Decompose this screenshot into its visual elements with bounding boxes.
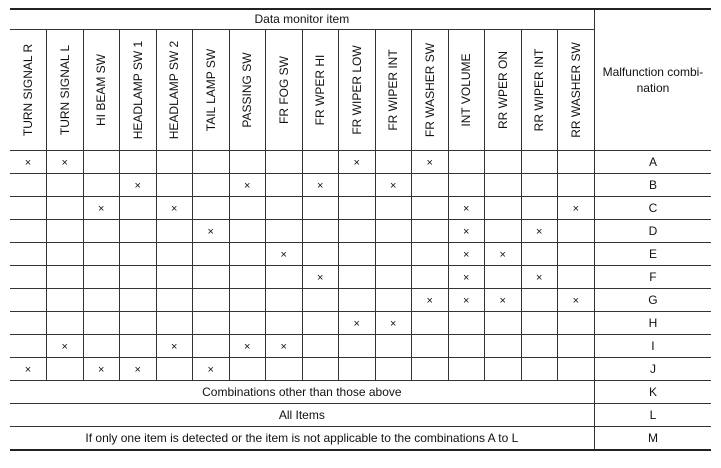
cross-mark: × — [463, 202, 470, 215]
table-cell — [156, 311, 193, 334]
table-cell — [375, 334, 412, 357]
table-cell — [266, 196, 303, 219]
table-cell — [120, 150, 157, 173]
malfunction-combination-label: Malfunction combi-nation — [602, 64, 704, 95]
table-cell — [558, 357, 595, 380]
cross-mark: × — [390, 179, 397, 192]
table-cell — [120, 334, 157, 357]
table-cell — [521, 196, 558, 219]
column-header — [83, 29, 120, 150]
cross-mark: × — [280, 248, 287, 261]
table-cell — [339, 173, 376, 196]
table-cell — [558, 150, 595, 173]
column-header — [156, 29, 193, 150]
table-cell — [302, 219, 339, 242]
table-cell — [521, 150, 558, 173]
table-cell — [412, 219, 449, 242]
table-cell — [266, 265, 303, 288]
table-cell — [448, 196, 485, 219]
combination-letter: K — [594, 380, 711, 403]
column-header — [302, 29, 339, 150]
cross-mark: × — [463, 248, 470, 261]
table-cell — [485, 173, 522, 196]
table-cell — [193, 311, 230, 334]
cross-mark: × — [426, 156, 433, 169]
table-cell — [339, 357, 376, 380]
table-row — [10, 334, 711, 357]
cross-mark: × — [134, 179, 141, 192]
table-cell — [485, 357, 522, 380]
cross-mark: × — [24, 156, 32, 169]
table-cell — [558, 242, 595, 265]
table-cell — [266, 288, 303, 311]
table-cell — [229, 311, 266, 334]
table-cell — [47, 219, 84, 242]
cross-mark: × — [536, 271, 543, 284]
table-cell — [156, 334, 193, 357]
table-cell — [229, 242, 266, 265]
column-header-label: FR WIPER LOW — [349, 44, 364, 135]
combination-letter: H — [594, 311, 711, 334]
column-header — [47, 29, 84, 150]
combination-letter: M — [594, 426, 711, 450]
table-cell — [448, 311, 485, 334]
combination-letter: L — [594, 403, 711, 426]
table-cell — [375, 357, 412, 380]
table-cell — [375, 196, 412, 219]
table-cell — [302, 242, 339, 265]
table-row — [10, 173, 711, 196]
table-cell — [412, 242, 449, 265]
table-cell — [156, 219, 193, 242]
combination-letter: D — [594, 219, 711, 242]
column-header — [10, 29, 47, 150]
table-cell — [229, 265, 266, 288]
table-cell — [83, 173, 120, 196]
table-cell — [120, 173, 157, 196]
cross-mark: × — [572, 294, 580, 307]
column-header-label: HEADLAMP SW 2 — [167, 40, 182, 139]
column-header — [521, 29, 558, 150]
table-cell — [521, 357, 558, 380]
combination-letter: G — [594, 288, 711, 311]
table-cell — [120, 265, 157, 288]
table-cell — [302, 311, 339, 334]
table-cell — [229, 357, 266, 380]
table-cell — [558, 288, 595, 311]
table-cell — [339, 242, 376, 265]
table-cell — [339, 196, 376, 219]
table-cell — [193, 173, 230, 196]
combination-letter: A — [594, 150, 711, 173]
table-cell — [83, 311, 120, 334]
table-cell — [375, 173, 412, 196]
table-cell — [339, 311, 376, 334]
table-cell — [10, 173, 47, 196]
table-row — [10, 219, 711, 242]
cross-mark: × — [463, 225, 470, 238]
cross-mark: × — [61, 340, 68, 353]
table-cell — [375, 219, 412, 242]
table-cell — [229, 288, 266, 311]
column-header — [266, 29, 303, 150]
cross-mark: × — [390, 317, 397, 330]
table-cell — [485, 311, 522, 334]
table-cell — [558, 311, 595, 334]
malfunction-combination-header — [594, 9, 711, 150]
table-cell — [485, 242, 522, 265]
table-cell — [266, 357, 303, 380]
cross-mark: × — [499, 248, 506, 261]
table-row — [10, 242, 711, 265]
table-cell — [10, 311, 47, 334]
combination-description: All Items — [10, 403, 594, 426]
cross-mark: × — [207, 363, 214, 376]
combination-letter: F — [594, 265, 711, 288]
column-header-label: HEADLAMP SW 1 — [130, 40, 145, 139]
combination-letter: E — [594, 242, 711, 265]
column-header — [193, 29, 230, 150]
column-header — [339, 29, 376, 150]
table-cell — [47, 150, 84, 173]
table-cell — [47, 288, 84, 311]
table-cell — [229, 334, 266, 357]
table-cell — [10, 196, 47, 219]
table-cell — [156, 242, 193, 265]
cross-mark: × — [536, 225, 543, 238]
combination-letter: B — [594, 173, 711, 196]
cross-mark: × — [134, 363, 141, 376]
table-row — [10, 426, 711, 450]
column-header-label: RR WIPER INT — [532, 48, 547, 131]
table-cell — [156, 173, 193, 196]
table-cell — [302, 357, 339, 380]
table-cell — [47, 242, 84, 265]
table-cell — [10, 265, 47, 288]
table-cell — [302, 265, 339, 288]
cross-mark: × — [207, 225, 214, 238]
table-cell — [375, 311, 412, 334]
table-cell — [339, 265, 376, 288]
table-cell — [521, 334, 558, 357]
table-cell — [10, 150, 47, 173]
table-cell — [412, 173, 449, 196]
table-cell — [120, 196, 157, 219]
table-cell — [485, 334, 522, 357]
column-header — [375, 29, 412, 150]
table-cell — [412, 288, 449, 311]
cross-mark: × — [426, 294, 433, 307]
table-cell — [156, 357, 193, 380]
table-cell — [10, 334, 47, 357]
cross-mark: × — [61, 156, 68, 169]
table-cell — [193, 150, 230, 173]
table-cell — [193, 334, 230, 357]
table-cell — [83, 150, 120, 173]
combination-description: Combinations other than those above — [10, 380, 594, 403]
table-cell — [47, 357, 84, 380]
table-cell — [120, 219, 157, 242]
table-cell — [120, 288, 157, 311]
column-header-label: PASSING SW — [240, 51, 255, 128]
table-cell — [302, 288, 339, 311]
combination-letter: C — [594, 196, 711, 219]
table-row — [10, 265, 711, 288]
table-cell — [485, 265, 522, 288]
table-cell — [448, 150, 485, 173]
table-cell — [412, 357, 449, 380]
table-cell — [485, 196, 522, 219]
table-cell — [193, 242, 230, 265]
table-cell — [521, 242, 558, 265]
column-header — [229, 29, 266, 150]
table-cell — [83, 357, 120, 380]
table-cell — [193, 288, 230, 311]
table-cell — [448, 288, 485, 311]
table-cell — [558, 265, 595, 288]
table-cell — [266, 311, 303, 334]
table-cell — [339, 288, 376, 311]
table-cell — [47, 311, 84, 334]
table-cell — [448, 219, 485, 242]
table-cell — [521, 219, 558, 242]
table-cell — [120, 311, 157, 334]
column-header — [120, 29, 157, 150]
table-cell — [412, 196, 449, 219]
table-cell — [448, 173, 485, 196]
column-header-label: TURN SIGNAL L — [57, 44, 72, 135]
column-header-label: FR WPER HI — [313, 54, 328, 125]
table-cell — [266, 219, 303, 242]
table-cell — [521, 288, 558, 311]
table-cell — [412, 334, 449, 357]
cross-mark: × — [171, 202, 178, 215]
cross-mark: × — [572, 202, 580, 215]
table-cell — [47, 334, 84, 357]
table-row — [10, 150, 711, 173]
table-cell — [521, 265, 558, 288]
column-header-label: FR FOG SW — [276, 55, 291, 124]
table-cell — [156, 265, 193, 288]
column-header — [558, 29, 595, 150]
cross-mark: × — [98, 363, 105, 376]
table-cell — [83, 242, 120, 265]
column-header-label: TURN SIGNAL R — [21, 43, 35, 136]
data-monitor-item-header: Data monitor item — [10, 9, 594, 29]
table-cell — [558, 219, 595, 242]
cross-mark: × — [98, 202, 105, 215]
table-cell — [193, 196, 230, 219]
cross-mark: × — [499, 294, 506, 307]
table-cell — [302, 173, 339, 196]
table-cell — [229, 219, 266, 242]
column-header-label: FR WASHER SW — [422, 42, 437, 137]
table-cell — [412, 265, 449, 288]
cross-mark: × — [317, 179, 324, 192]
table-cell — [10, 242, 47, 265]
table-cell — [448, 357, 485, 380]
table-row — [10, 357, 711, 380]
table-cell — [521, 173, 558, 196]
table-cell — [412, 150, 449, 173]
table-cell — [375, 242, 412, 265]
table-cell — [521, 311, 558, 334]
table-cell — [558, 173, 595, 196]
table-cell — [485, 219, 522, 242]
table-cell — [339, 150, 376, 173]
table-cell — [302, 150, 339, 173]
table-cell — [485, 150, 522, 173]
column-header — [412, 29, 449, 150]
table-cell — [83, 265, 120, 288]
table-row — [10, 288, 711, 311]
table-cell — [10, 288, 47, 311]
table-cell — [47, 265, 84, 288]
table-cell — [339, 334, 376, 357]
table-cell — [558, 334, 595, 357]
table-cell — [339, 219, 376, 242]
table-cell — [193, 265, 230, 288]
cross-mark: × — [280, 340, 287, 353]
table-cell — [10, 357, 47, 380]
table-cell — [47, 173, 84, 196]
cross-mark: × — [244, 179, 251, 192]
table-cell — [448, 265, 485, 288]
cross-mark: × — [353, 156, 360, 169]
cross-mark: × — [244, 340, 251, 353]
table-cell — [229, 150, 266, 173]
cross-mark: × — [463, 294, 470, 307]
table-row — [10, 380, 711, 403]
column-header-label: FR WIPER INT — [386, 48, 401, 131]
table-cell — [83, 219, 120, 242]
column-header-label: HI BEAM SW — [94, 53, 109, 126]
table-row — [10, 196, 711, 219]
table-cell — [83, 196, 120, 219]
table-row — [10, 311, 711, 334]
table-cell — [302, 196, 339, 219]
table-cell — [229, 196, 266, 219]
malfunction-combination-table — [10, 8, 711, 451]
table-cell — [412, 311, 449, 334]
column-header-label: RR WASHER SW — [568, 41, 583, 138]
table-cell — [302, 334, 339, 357]
table-cell — [375, 265, 412, 288]
table-cell — [375, 288, 412, 311]
table-cell — [156, 196, 193, 219]
table-cell — [485, 288, 522, 311]
combination-letter: J — [594, 357, 711, 380]
table-cell — [266, 242, 303, 265]
table-cell — [10, 219, 47, 242]
table-row — [10, 403, 711, 426]
column-header-label: TAIL LAMP SW — [203, 48, 218, 131]
table-cell — [448, 334, 485, 357]
column-header — [448, 29, 485, 150]
table-cell — [558, 196, 595, 219]
table-cell — [375, 150, 412, 173]
table-cell — [266, 150, 303, 173]
table-cell — [156, 150, 193, 173]
cross-mark: × — [463, 271, 470, 284]
column-header-label: RR WPER ON — [495, 50, 510, 129]
cross-mark: × — [317, 271, 324, 284]
cross-mark: × — [353, 317, 360, 330]
cross-mark: × — [171, 340, 178, 353]
table-cell — [193, 219, 230, 242]
table-cell — [266, 334, 303, 357]
combination-letter: I — [594, 334, 711, 357]
cross-mark: × — [24, 363, 32, 376]
table-cell — [83, 288, 120, 311]
table-cell — [47, 196, 84, 219]
table-cell — [193, 357, 230, 380]
table-cell — [266, 173, 303, 196]
table-cell — [83, 334, 120, 357]
combination-description: If only one item is detected or the item is not applicable to the combinations A to L — [10, 426, 594, 450]
column-header-label: INT VOLUME — [459, 52, 474, 127]
table-cell — [120, 357, 157, 380]
table-cell — [229, 173, 266, 196]
table-cell — [120, 242, 157, 265]
table-cell — [156, 288, 193, 311]
column-header — [485, 29, 522, 150]
table-cell — [448, 242, 485, 265]
